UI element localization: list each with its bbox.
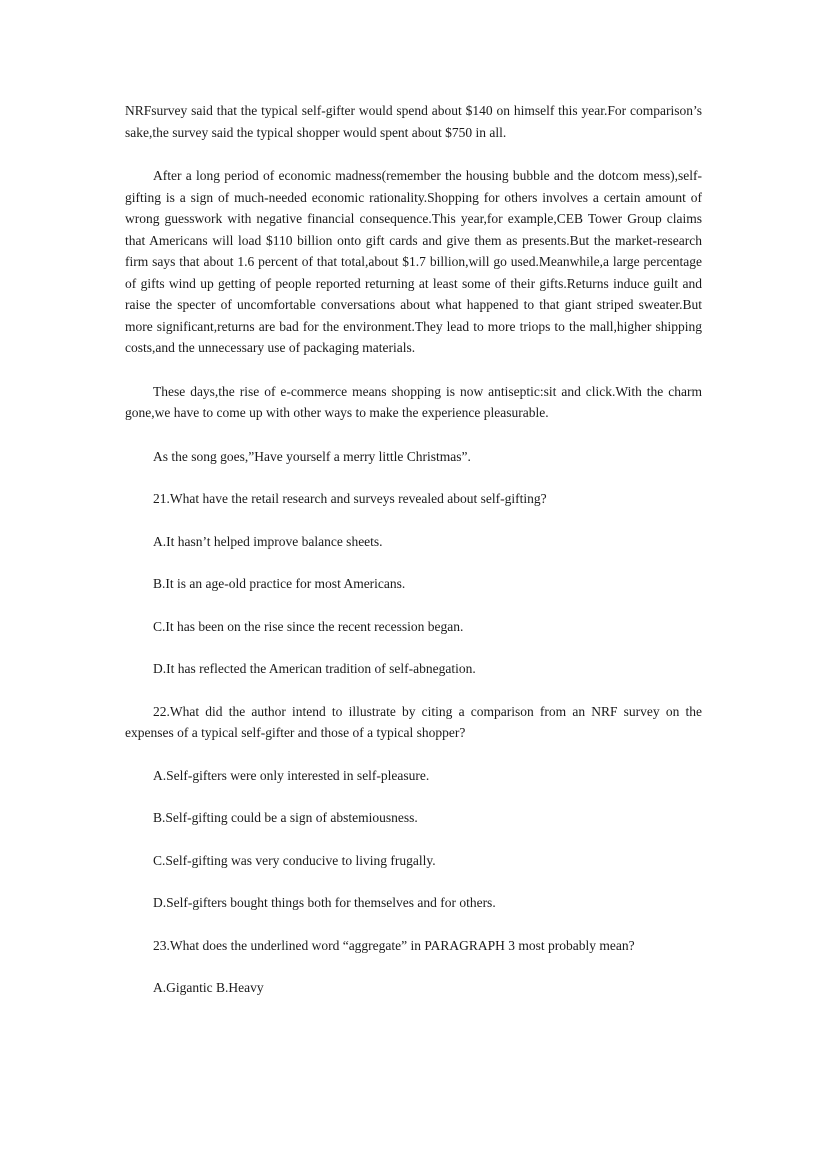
question-22-option-d: D.Self-gifters bought things both for themselves and for others. <box>153 895 496 910</box>
document-page <box>125 100 702 999</box>
question-22-option-a: A.Self-gifters were only interested in self-pleasure. <box>153 767 430 783</box>
paragraph-survey: NRFsurvey said that the typical self-gifter would spend about $140 on himself this year.For comparison’s sake,the survey said the typical shopper would spent about $750 in all. <box>125 103 702 140</box>
question-21-option-b: B.It is an age-old practice for most Americans. <box>153 576 406 591</box>
question-21-option-d: D.It has reflected the American tradition of self-abnegation. <box>153 661 476 676</box>
question-22-option-c: C.Self-gifting was very conducive to living frugally. <box>153 852 436 868</box>
question-21-option-c: C.It has been on the rise since the recent recession began. <box>153 618 464 634</box>
question-22-prompt: 22.What did the author intend to illustrate by citing a comparison from an NRF survey on the expenses of a typical self-gifter and those of a typical shopper? <box>125 703 702 740</box>
question-21-option-a: A.It hasn’t helped improve balance sheets. <box>153 533 383 549</box>
paragraph-song: As the song goes,”Have yourself a merry little Christmas”. <box>153 448 471 464</box>
question-22-option-b: B.Self-gifting could be a sign of abstemiousness. <box>153 810 418 825</box>
question-21-prompt: 21.What have the retail research and surveys revealed about self-gifting? <box>153 491 547 506</box>
paragraph-ecommerce: These days,the rise of e-commerce means shopping is now antiseptic:sit and click.With the charm gone,we have to come up with other ways to make the experience pleasurable. <box>125 383 702 420</box>
question-23-prompt: 23.What does the underlined word “aggregate” in PARAGRAPH 3 most probably mean? <box>153 937 635 953</box>
question-23-option-ab: A.Gigantic B.Heavy <box>153 980 264 995</box>
paragraph-economic-rationality: After a long period of economic madness(remember the housing bubble and the dotcom mess),self-gifting is a sign of much-needed economic rationality.Shopping for others involves a certain amount of wrong guesswork with negative financial consequence.This year,for example,CEB Tower Group claims that Americans will load $110 billion onto gift cards and give them as presents.But the market-research firm says that about 1.6 percent of that total,about $1.7 billion,will go used.Meanwhile,a large percentage of gifts wind up getting of people reported returning at least some of their gifts.Returns induce guilt and raise the specter of uncomfortable conversations about what happened to that giant striped sweater.But more significant,returns are bad for the environment.They lead to more triops to the mall,higher shipping costs,and the unnecessary use of packaging materials. <box>125 168 702 355</box>
